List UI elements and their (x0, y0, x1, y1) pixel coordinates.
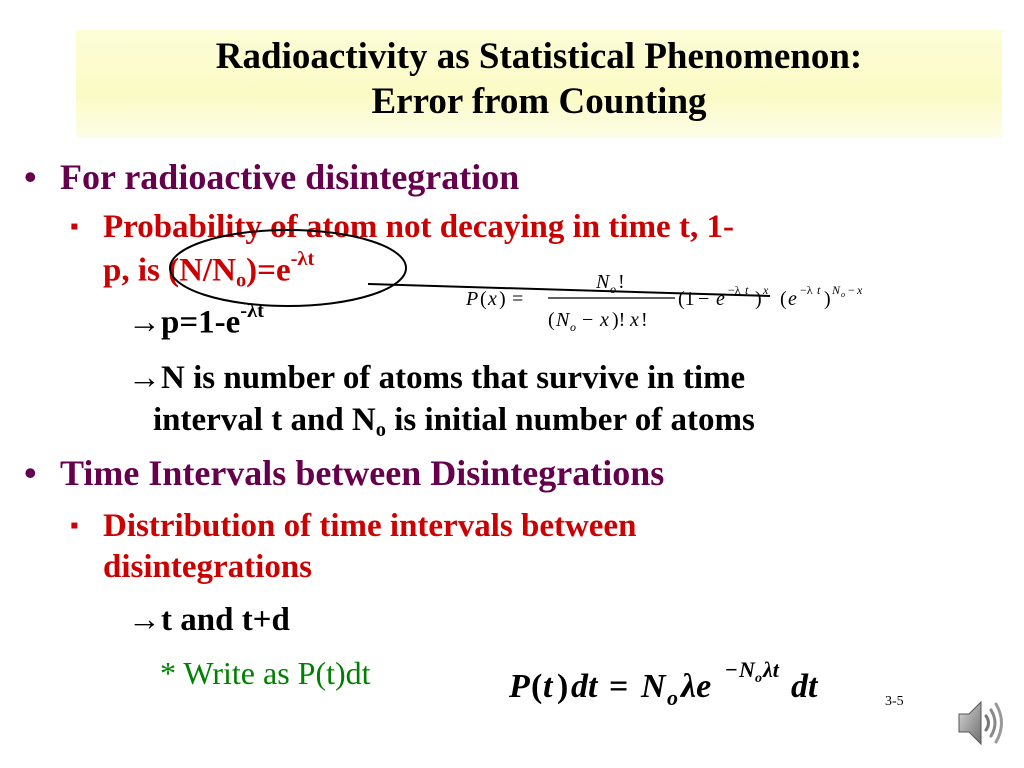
svg-text:(: ( (480, 288, 487, 310)
svg-text:λe: λe (681, 668, 712, 705)
svg-text:o: o (667, 685, 678, 710)
svg-text:dt: dt (571, 668, 598, 705)
svg-text:(1: (1 (678, 288, 695, 310)
bullet-dot-2: • (24, 453, 37, 493)
write-as-note: * Write as P(t)dt (160, 655, 371, 691)
arrow-icon: → (128, 602, 161, 638)
svg-text:): ) (557, 668, 569, 705)
svg-text:t: t (543, 668, 553, 705)
distribution-line-1: Distribution of time intervals between (103, 508, 637, 544)
svg-text:x: x (600, 309, 609, 331)
svg-text:−: − (582, 309, 594, 331)
svg-text:e: e (788, 288, 797, 310)
svg-text:x: x (488, 288, 497, 310)
svg-text:N: N (556, 309, 570, 331)
svg-text:t: t (745, 283, 749, 297)
n-line2-sub: o (375, 419, 386, 442)
arrow-icon: → (128, 360, 161, 396)
highlight-ellipse (170, 230, 406, 306)
svg-text:e: e (716, 288, 725, 310)
svg-text:t: t (817, 283, 821, 297)
prob-line2-sup: -λt (290, 248, 315, 270)
svg-text:(: ( (548, 309, 555, 331)
probability-line-1: Probability of atom not decaying in time t, 1- (103, 209, 734, 245)
p-eq-sup: -λt (240, 300, 264, 322)
svg-text:N: N (596, 271, 610, 293)
svg-text:P: P (466, 288, 479, 310)
bullet-2-text: Time Intervals between Disintegrations (60, 453, 665, 493)
svg-text:(: ( (531, 668, 543, 705)
svg-text:!: ! (618, 271, 625, 293)
svg-text:N: N (832, 283, 841, 297)
svg-text:!: ! (641, 309, 648, 331)
svg-text:P: P (509, 668, 530, 705)
title-line-2: Error from Counting (371, 81, 707, 122)
binomial-formula (460, 268, 900, 338)
bullet-dot-1: • (24, 157, 37, 197)
distribution-line-2: disintegrations (103, 549, 313, 585)
arrow-icon: → (128, 304, 161, 341)
svg-text:): ) (499, 288, 506, 310)
svg-text:−: − (698, 288, 710, 310)
slide-number: 3-5 (885, 694, 904, 709)
svg-text:): ) (824, 288, 831, 310)
svg-text:−: − (725, 657, 738, 682)
svg-text:−: − (848, 283, 855, 297)
svg-text:=: = (609, 668, 629, 705)
svg-text:N: N (739, 657, 755, 682)
p-eq-text: p=1-e (161, 304, 241, 341)
t-line-text: t and t+d (161, 602, 290, 638)
svg-text:λt: λt (763, 657, 779, 682)
svg-text:): ) (755, 288, 762, 310)
distribution-formula (505, 655, 875, 715)
svg-text:N: N (641, 668, 666, 705)
prob-line2-b: )=e (246, 252, 291, 289)
svg-text:x: x (857, 283, 863, 297)
svg-text:o: o (755, 671, 762, 686)
title-line-1: Radioactivity as Statistical Phenomenon: (215, 36, 863, 77)
prob-line2-sub: o (235, 269, 247, 292)
svg-text:o: o (570, 320, 576, 334)
bullet-1-text: For radioactive disintegration (60, 157, 520, 197)
svg-text:dt: dt (791, 668, 818, 705)
svg-text:o: o (841, 290, 845, 299)
svg-text:−λ: −λ (728, 283, 741, 297)
svg-text:(: ( (780, 288, 787, 310)
svg-text:o: o (610, 282, 616, 296)
svg-text:)!: )! (612, 309, 626, 331)
svg-text:=: = (512, 288, 524, 310)
svg-text:−λ: −λ (800, 283, 813, 297)
n-line2-b: is initial number of atoms (385, 402, 755, 438)
svg-text:x: x (630, 309, 639, 331)
prob-line2-a: p, is (N/N (103, 252, 236, 289)
square-bullet-2: ▪ (70, 513, 79, 539)
square-bullet-1: ▪ (70, 214, 79, 240)
speaker-icon[interactable] (955, 692, 1005, 752)
n-line1-text: N is number of atoms that survive in time (161, 360, 746, 396)
n-line2-a: interval t and N (153, 402, 376, 438)
svg-text:x: x (763, 283, 769, 297)
